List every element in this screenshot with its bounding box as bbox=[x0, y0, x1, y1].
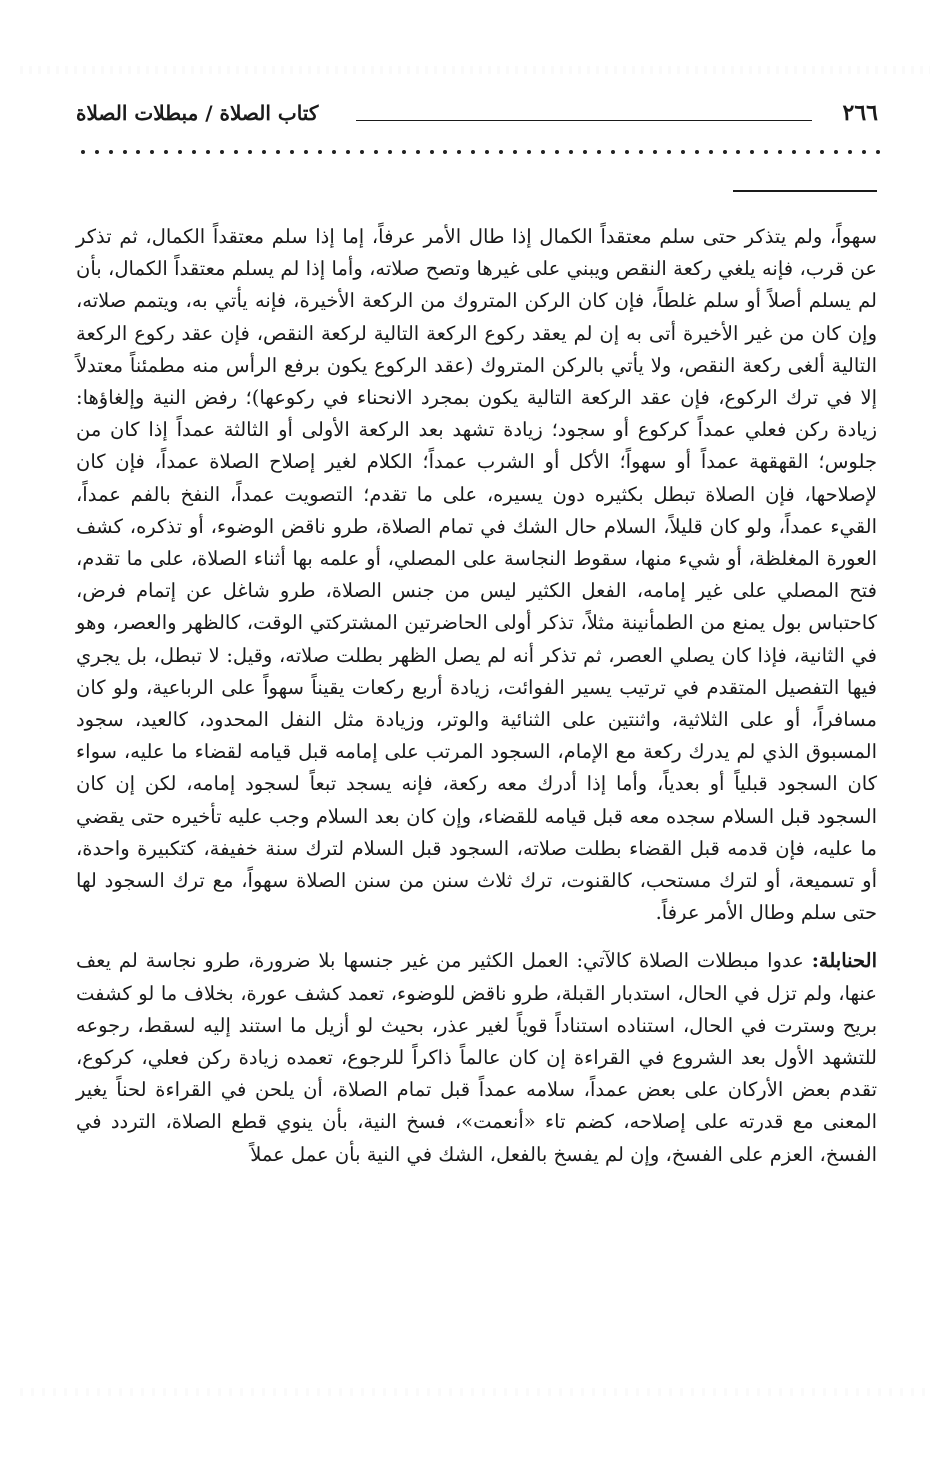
separator-dot bbox=[583, 150, 587, 154]
separator-dot bbox=[848, 150, 852, 154]
separator-dot bbox=[555, 150, 559, 154]
separator-dot bbox=[206, 150, 210, 154]
separator-dot bbox=[416, 150, 420, 154]
separator-dot bbox=[346, 150, 350, 154]
separator-dot bbox=[709, 150, 713, 154]
separator-dot bbox=[95, 150, 99, 154]
separator-dot bbox=[876, 150, 880, 154]
separator-dot bbox=[318, 150, 322, 154]
separator-dot bbox=[667, 150, 671, 154]
separator-dot bbox=[513, 150, 517, 154]
running-header bbox=[76, 98, 878, 134]
paragraph-hanbali bbox=[76, 945, 877, 1170]
separator-dot bbox=[388, 150, 392, 154]
separator-dot bbox=[304, 150, 308, 154]
separator-dot bbox=[499, 150, 503, 154]
chapter-title: كتاب الصلاة / مبطلات الصلاة bbox=[76, 101, 319, 125]
separator-dot bbox=[736, 150, 740, 154]
separator-dot bbox=[541, 150, 545, 154]
scan-artifact-top bbox=[20, 66, 930, 74]
separator-dot bbox=[402, 150, 406, 154]
separator-dot bbox=[220, 150, 224, 154]
separator-dot bbox=[862, 150, 866, 154]
header-rule bbox=[356, 120, 812, 121]
separator-dot bbox=[374, 150, 378, 154]
scan-artifact-bottom bbox=[20, 1388, 930, 1396]
separator-dot bbox=[234, 150, 238, 154]
separator-dot bbox=[109, 150, 113, 154]
separator-dot bbox=[457, 150, 461, 154]
dotted-separator bbox=[80, 140, 880, 164]
separator-dot bbox=[164, 150, 168, 154]
separator-dot bbox=[443, 150, 447, 154]
separator-dot bbox=[290, 150, 294, 154]
separator-dot bbox=[750, 150, 754, 154]
separator-dot bbox=[527, 150, 531, 154]
separator-dot bbox=[778, 150, 782, 154]
separator-dot bbox=[806, 150, 810, 154]
page-number: ٢٦٦ bbox=[842, 100, 878, 126]
separator-dot bbox=[471, 150, 475, 154]
separator-dot bbox=[764, 150, 768, 154]
paragraph-text: عدوا مبطلات الصلاة كالآتي: العمل الكثير من غير جنسها بلا ضرورة، طرو نجاسة لم يعف عنها، ولم تزل في الحال، استدبار القبلة، طرو ناقض للوضوء، تعمد كشف عورة، بخلاف ما لو كشفت بريح وسترت في الحال، استناده استناداً قوياً لغير عذر، بحيث لو أزيل ما استند إليه لسقط، رجوعه للتشهد الأول بعد الشروع في القراءة إن كان عالماً ذاكراً للرجوع، تعمده زيادة ركن فعلي، كركوع، تقدم بعض الأركان على بعض عمداً، سلامه عمداً قبل تمام الصلاة، أن يلحن في القراءة لحناً يغير المعنى مع قدرته على إصلاحه، كضم تاء «أنعمت»، فسخ النية، بأن ينوي قطع الصلاة، التردد في الفسخ، العزم على الفسخ، وإن لم يفسخ بالفعل، الشك في النية بأن عمل عملاً bbox=[76, 949, 877, 1166]
footnote-rule bbox=[733, 190, 877, 192]
separator-dot bbox=[485, 150, 489, 154]
separator-dot bbox=[681, 150, 685, 154]
separator-dot bbox=[820, 150, 824, 154]
separator-dot bbox=[695, 150, 699, 154]
separator-dot bbox=[360, 150, 364, 154]
paragraph-lead: الحنابلة: bbox=[811, 949, 877, 973]
separator-dot bbox=[611, 150, 615, 154]
separator-dot bbox=[792, 150, 796, 154]
paragraph-maliki-continued: سهواً، ولم يتذكر حتى سلم معتقداً الكمال إذا طال الأمر عرفاً، إما إذا سلم معتقداً الكمال، ثم تذكر عن قرب، فإنه يلغي ركعة النقص ويبني على غيرها وتصح صلاته، وأما إذا لم يسلم معتقداً الكمال، بأن لم يسلم أصلاً أو سلم غلطاً، فإن كان الركن المتروك من الركعة الأخيرة، فإنه يأتي به، ويتمم صلاته، وإن كان من غير الأخيرة أتى به إن لم يعقد ركوع الركعة التالية لركعة النقص، فإن عقد ركوع الركعة التالية ألغى ركعة النقص، ولا يأتي بالركن المتروك (عقد الركوع يكون برفع الرأس منه مطمئناً معتدلاً إلا في ترك الركوع، فإن عقد الركعة التالية يكون بمجرد الانحناء في ركوعها)؛ رفض النية وإلغاؤها: زيادة ركن فعلي عمداً كركوع أو سجود؛ زيادة تشهد بعد الركعة الأولى أو الثالثة عمداً إذا كان من جلوس؛ القهقهة عمداً أو سهواً؛ الأكل أو الشرب عمداً؛ الكلام لغير إصلاح الصلاة عمداً، فإن كان لإصلاحها، فإن الصلاة تبطل بكثيره دون يسيره، على ما تقدم؛ التصويت عمداً، النفخ بالفم عمداً، القيء عمداً، ولو كان قليلاً، السلام حال الشك في تمام الصلاة، طرو ناقض الوضوء، أو تذكره، كشف العورة المغلظة، أو شيء منها، سقوط النجاسة على المصلي، أو علمه بها أثناء الصلاة، على ما تقدم، فتح المصلي على غير إمامه، الفعل الكثير ليس من جنس الصلاة، طرو شاغل عن إتمام فرض، كاحتباس بول يمنع من الطمأنينة مثلاً، تذكر أولى الحاضرتين المشتركتي الوقت، كالظهر والعصر، وهو في الثانية، فإذا كان يصلي العصر، ثم تذكر أنه لم يصل الظهر بطلت صلاته، وقيل: لا تبطل، بل يجري فيها التفصيل المتقدم في ترتيب يسير الفوائت، زيادة أربع ركعات يقيناً سهواً على الرباعية، ولو كان مسافراً، أو على الثلاثية، واثنتين على الثنائية والوتر، وزيادة مثل النفل المحدود، كالعيد، سجود المسبوق الذي لم يدرك ركعة مع الإمام، السجود المرتب على إمامه قبل قيامه لقضاء ما عليه، سواء كان السجود قبلياً أو بعدياً، وأما إذا أدرك معه ركعة، فإنه يسجد تبعاً لسجود إمامه، لكن إن كان السجود قبل السلام سجده معه قبل قيامه للقضاء، وإن كان بعد السلام وجب عليه تأخيره حتى يقضي ما عليه، فإن قدمه قبل القضاء بطلت صلاته، السجود قبل السلام لترك سنة خفيفة، كتكبيرة واحدة، أو تسميعة، أو لترك مستحب، كالقنوت، ترك ثلاث سنن من سنن الصلاة سهواً، مع ترك السجود لها حتى سلم وطال الأمر عرفاً. bbox=[76, 225, 877, 925]
separator-dot bbox=[723, 150, 727, 154]
separator-dot bbox=[136, 150, 140, 154]
separator-dot bbox=[150, 150, 154, 154]
separator-dot bbox=[192, 150, 196, 154]
separator-dot bbox=[569, 150, 573, 154]
separator-dot bbox=[262, 150, 266, 154]
separator-dot bbox=[597, 150, 601, 154]
body-text bbox=[76, 221, 877, 1171]
separator-dot bbox=[653, 150, 657, 154]
separator-dot bbox=[639, 150, 643, 154]
separator-dot bbox=[834, 150, 838, 154]
separator-dot bbox=[178, 150, 182, 154]
separator-dot bbox=[430, 150, 434, 154]
separator-dot bbox=[248, 150, 252, 154]
separator-dot bbox=[625, 150, 629, 154]
separator-dot bbox=[332, 150, 336, 154]
separator-dot bbox=[276, 150, 280, 154]
separator-dot bbox=[81, 150, 85, 154]
separator-dot bbox=[123, 150, 127, 154]
